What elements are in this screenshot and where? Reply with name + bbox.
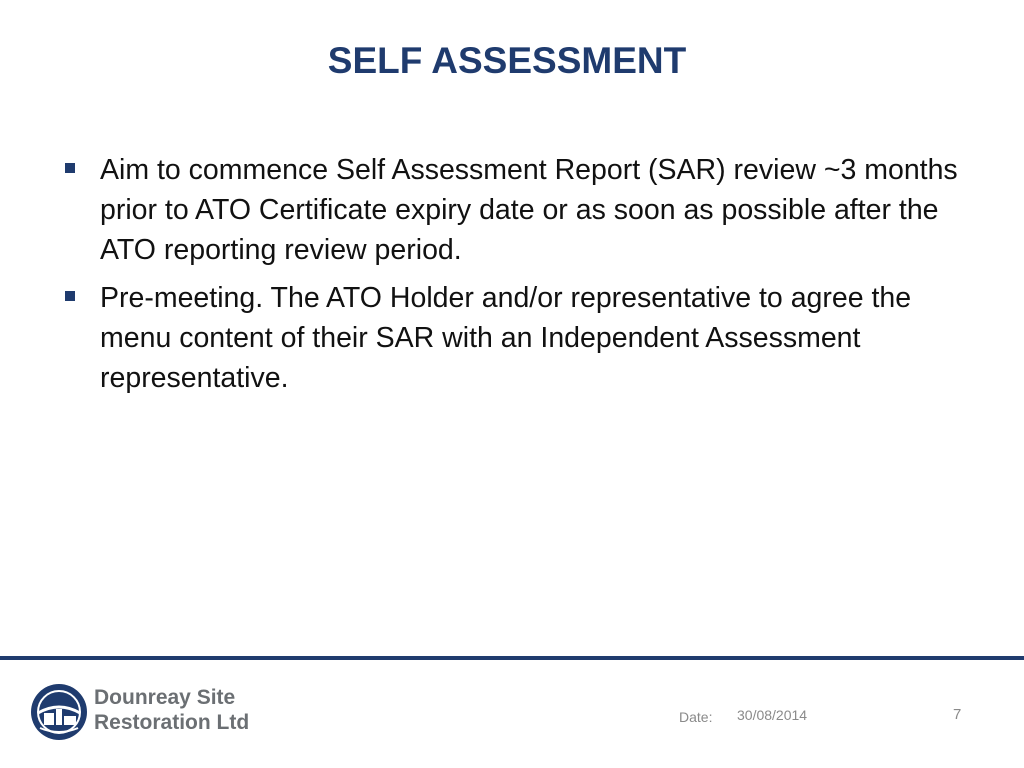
slide-title: SELF ASSESSMENT	[327, 40, 687, 81]
square-bullet-icon	[65, 291, 75, 301]
logo-wordmark	[94, 685, 249, 735]
logo-line-2: Restoration Ltd	[94, 711, 250, 734]
logo-line-1: Dounreay Site	[94, 686, 236, 709]
bullet-item	[58, 278, 978, 398]
bullet-text: Pre-meeting. The ATO Holder and/or representative to agree the menu content of their SAR with an Independent Assessment representative.	[100, 282, 912, 394]
page-number: 7	[953, 706, 962, 723]
date-label: Date:	[679, 709, 713, 725]
bullet-list	[58, 150, 978, 406]
bullet-text: Aim to commence Self Assessment Report (SAR) review ~3 months prior to ATO Certificate expiry date or as soon as possible after the ATO reporting review period.	[100, 154, 958, 266]
company-logo	[30, 683, 290, 743]
bullet-item	[58, 150, 978, 270]
footer-divider	[0, 656, 1024, 660]
dounreay-logo-icon	[30, 683, 88, 741]
date-value: 30/08/2014	[737, 707, 808, 723]
square-bullet-icon	[65, 163, 75, 173]
